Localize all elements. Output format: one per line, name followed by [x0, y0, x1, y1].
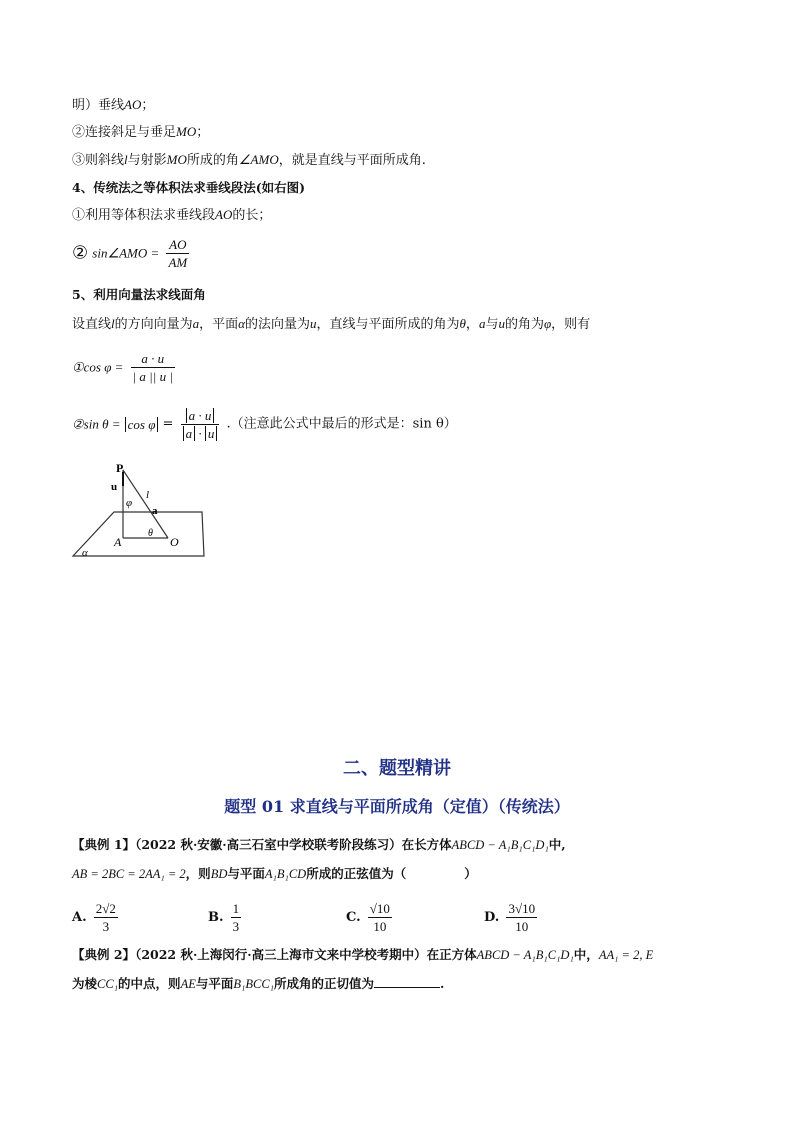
math: cos φ — [125, 417, 159, 432]
answer-blank[interactable] — [374, 975, 440, 988]
math: α — [238, 316, 245, 331]
option-B[interactable] — [208, 900, 244, 935]
math: CC₁ — [97, 977, 119, 991]
math: = — [162, 416, 174, 432]
option-label: C. — [346, 910, 361, 925]
text: ③则斜线 — [72, 153, 125, 168]
section-title: 二、题型精讲 — [343, 758, 451, 779]
text: ） — [464, 866, 477, 881]
text-line-1 — [72, 96, 154, 115]
text-line-7 — [72, 315, 590, 334]
math: MO — [166, 152, 187, 167]
denominator: 10 — [373, 919, 387, 934]
math: AE — [180, 977, 196, 991]
label-l: l — [146, 489, 150, 501]
option-label: D. — [484, 910, 500, 925]
label-P: P — [116, 461, 124, 475]
example-2-line-2 — [72, 975, 444, 993]
example-1-line-2 — [72, 865, 477, 883]
numerator: 3√10 — [508, 901, 536, 916]
circle-2: ② — [72, 242, 89, 264]
denominator: AM — [168, 255, 188, 270]
text: 所成的角 — [186, 153, 239, 168]
math: ABCD − A₁B₁C₁D₁ — [476, 948, 574, 962]
fraction — [166, 236, 189, 271]
text-line-3 — [72, 151, 426, 170]
math: ①cos φ = — [72, 359, 124, 375]
text: ，就是直线与平面所成角. — [278, 153, 426, 168]
math: ②sin θ = — [72, 416, 121, 432]
option-label: B. — [208, 910, 224, 925]
math: θ — [459, 316, 466, 331]
math: l — [111, 316, 115, 331]
label-theta: θ — [148, 528, 153, 539]
heading-5: 5、利用向量法求线面角 — [72, 287, 206, 302]
denominator: 3 — [232, 919, 240, 934]
math: u — [498, 316, 505, 331]
fraction — [181, 407, 220, 442]
text: 明）垂线 — [72, 98, 125, 113]
formula-sin-theta — [72, 407, 457, 442]
fraction — [94, 900, 118, 935]
denominator: u — [205, 426, 218, 441]
numerator: a · u — [131, 350, 175, 368]
example-tag: 【典例 2】 — [72, 947, 136, 962]
text: ②连接斜足与垂足 — [72, 125, 177, 140]
text: . — [440, 976, 445, 991]
text: 与 — [485, 317, 499, 332]
math: AA₁ = 2, E — [598, 948, 654, 962]
math: a — [192, 316, 200, 331]
numerator: a · u — [186, 408, 215, 423]
numerator: 2√2 — [95, 901, 116, 916]
heading-4: 4、传统法之等体积法求垂线段法(如右图) — [72, 180, 306, 195]
text: 的法向量为 — [245, 317, 311, 332]
math: · — [198, 426, 202, 441]
math: l — [124, 152, 128, 167]
text: 的角为 — [504, 317, 544, 332]
formula-sin-amo — [72, 236, 192, 271]
label-A: A — [114, 535, 122, 549]
math: AO — [124, 97, 142, 112]
text: 设直线 — [72, 317, 112, 332]
numerator: AO — [166, 236, 189, 254]
text: 与平面 — [195, 976, 234, 991]
math: A₁B₁CD — [264, 867, 307, 881]
math: MO — [176, 124, 197, 139]
option-D[interactable] — [484, 900, 540, 935]
math: sin∠AMO = — [92, 245, 160, 261]
fraction — [368, 900, 392, 935]
option-label: A. — [72, 910, 87, 925]
plane-alpha — [73, 512, 204, 556]
denominator: 3 — [102, 919, 110, 934]
text: ，直线与平面所成的角为 — [316, 317, 460, 332]
text: 中， — [573, 947, 599, 962]
math: ∠AMO — [238, 152, 279, 167]
numerator: 1 — [232, 901, 240, 916]
denominator: a — [183, 426, 196, 441]
math: φ — [543, 316, 552, 331]
math: AB = 2BC = 2AA₁ = 2 — [72, 867, 186, 881]
text: 所成的正弦值为（ — [306, 866, 407, 881]
fraction — [506, 900, 537, 935]
text: 的长； — [232, 208, 272, 223]
text: 中, — [548, 837, 566, 852]
label-O: O — [170, 535, 179, 549]
text: .（注意此公式中最后的形式是：sin θ） — [226, 416, 457, 432]
numerator: √10 — [369, 901, 390, 916]
label-u: u — [111, 481, 118, 493]
text: ，则 — [185, 866, 211, 881]
label-phi: φ — [126, 497, 133, 509]
text: ， — [465, 317, 479, 332]
text-line-5 — [72, 206, 271, 225]
denominator: 10 — [515, 919, 529, 934]
text: 与射影 — [127, 153, 167, 168]
example-tag: 【典例 1】 — [72, 837, 136, 852]
text: （2022 秋·安徽·高三石室中学校联考阶段练习）在长方体 — [135, 837, 452, 852]
math: B₁BCC₁ — [233, 977, 274, 991]
fraction — [131, 350, 175, 385]
option-C[interactable] — [346, 900, 395, 935]
label-alpha: α — [82, 547, 88, 559]
math: a — [478, 316, 486, 331]
math: AO — [215, 207, 233, 222]
text: ； — [141, 98, 155, 113]
text: ，平面 — [199, 317, 239, 332]
label-a: a — [152, 505, 158, 517]
denominator: | a || u | — [132, 369, 173, 384]
text-line-2 — [72, 123, 209, 142]
fraction — [231, 900, 242, 935]
text: 的方向向量为 — [114, 317, 193, 332]
text: ，则有 — [551, 317, 591, 332]
math: BD — [210, 867, 228, 881]
formula-cos-phi — [72, 350, 178, 385]
text: ； — [196, 125, 210, 140]
text: 所成角的正切值为 — [274, 976, 375, 991]
math: ABCD − A₁B₁C₁D₁ — [451, 838, 549, 852]
text: 为棱 — [72, 976, 98, 991]
example-2-line-1 — [72, 946, 653, 964]
example-1-line-1 — [72, 836, 566, 854]
text: 的中点，则 — [118, 976, 181, 991]
text: （2022 秋·上海闵行·高三上海市文来中学校考期中）在正方体 — [135, 947, 477, 962]
text: 与平面 — [227, 866, 265, 881]
text: ①利用等体积法求垂线段 — [72, 208, 216, 223]
option-A[interactable] — [72, 900, 121, 935]
section-subtitle: 题型 01 求直线与平面所成角（定值）（传统法） — [224, 797, 570, 816]
math: u — [310, 316, 317, 331]
geometry-figure — [68, 456, 218, 570]
